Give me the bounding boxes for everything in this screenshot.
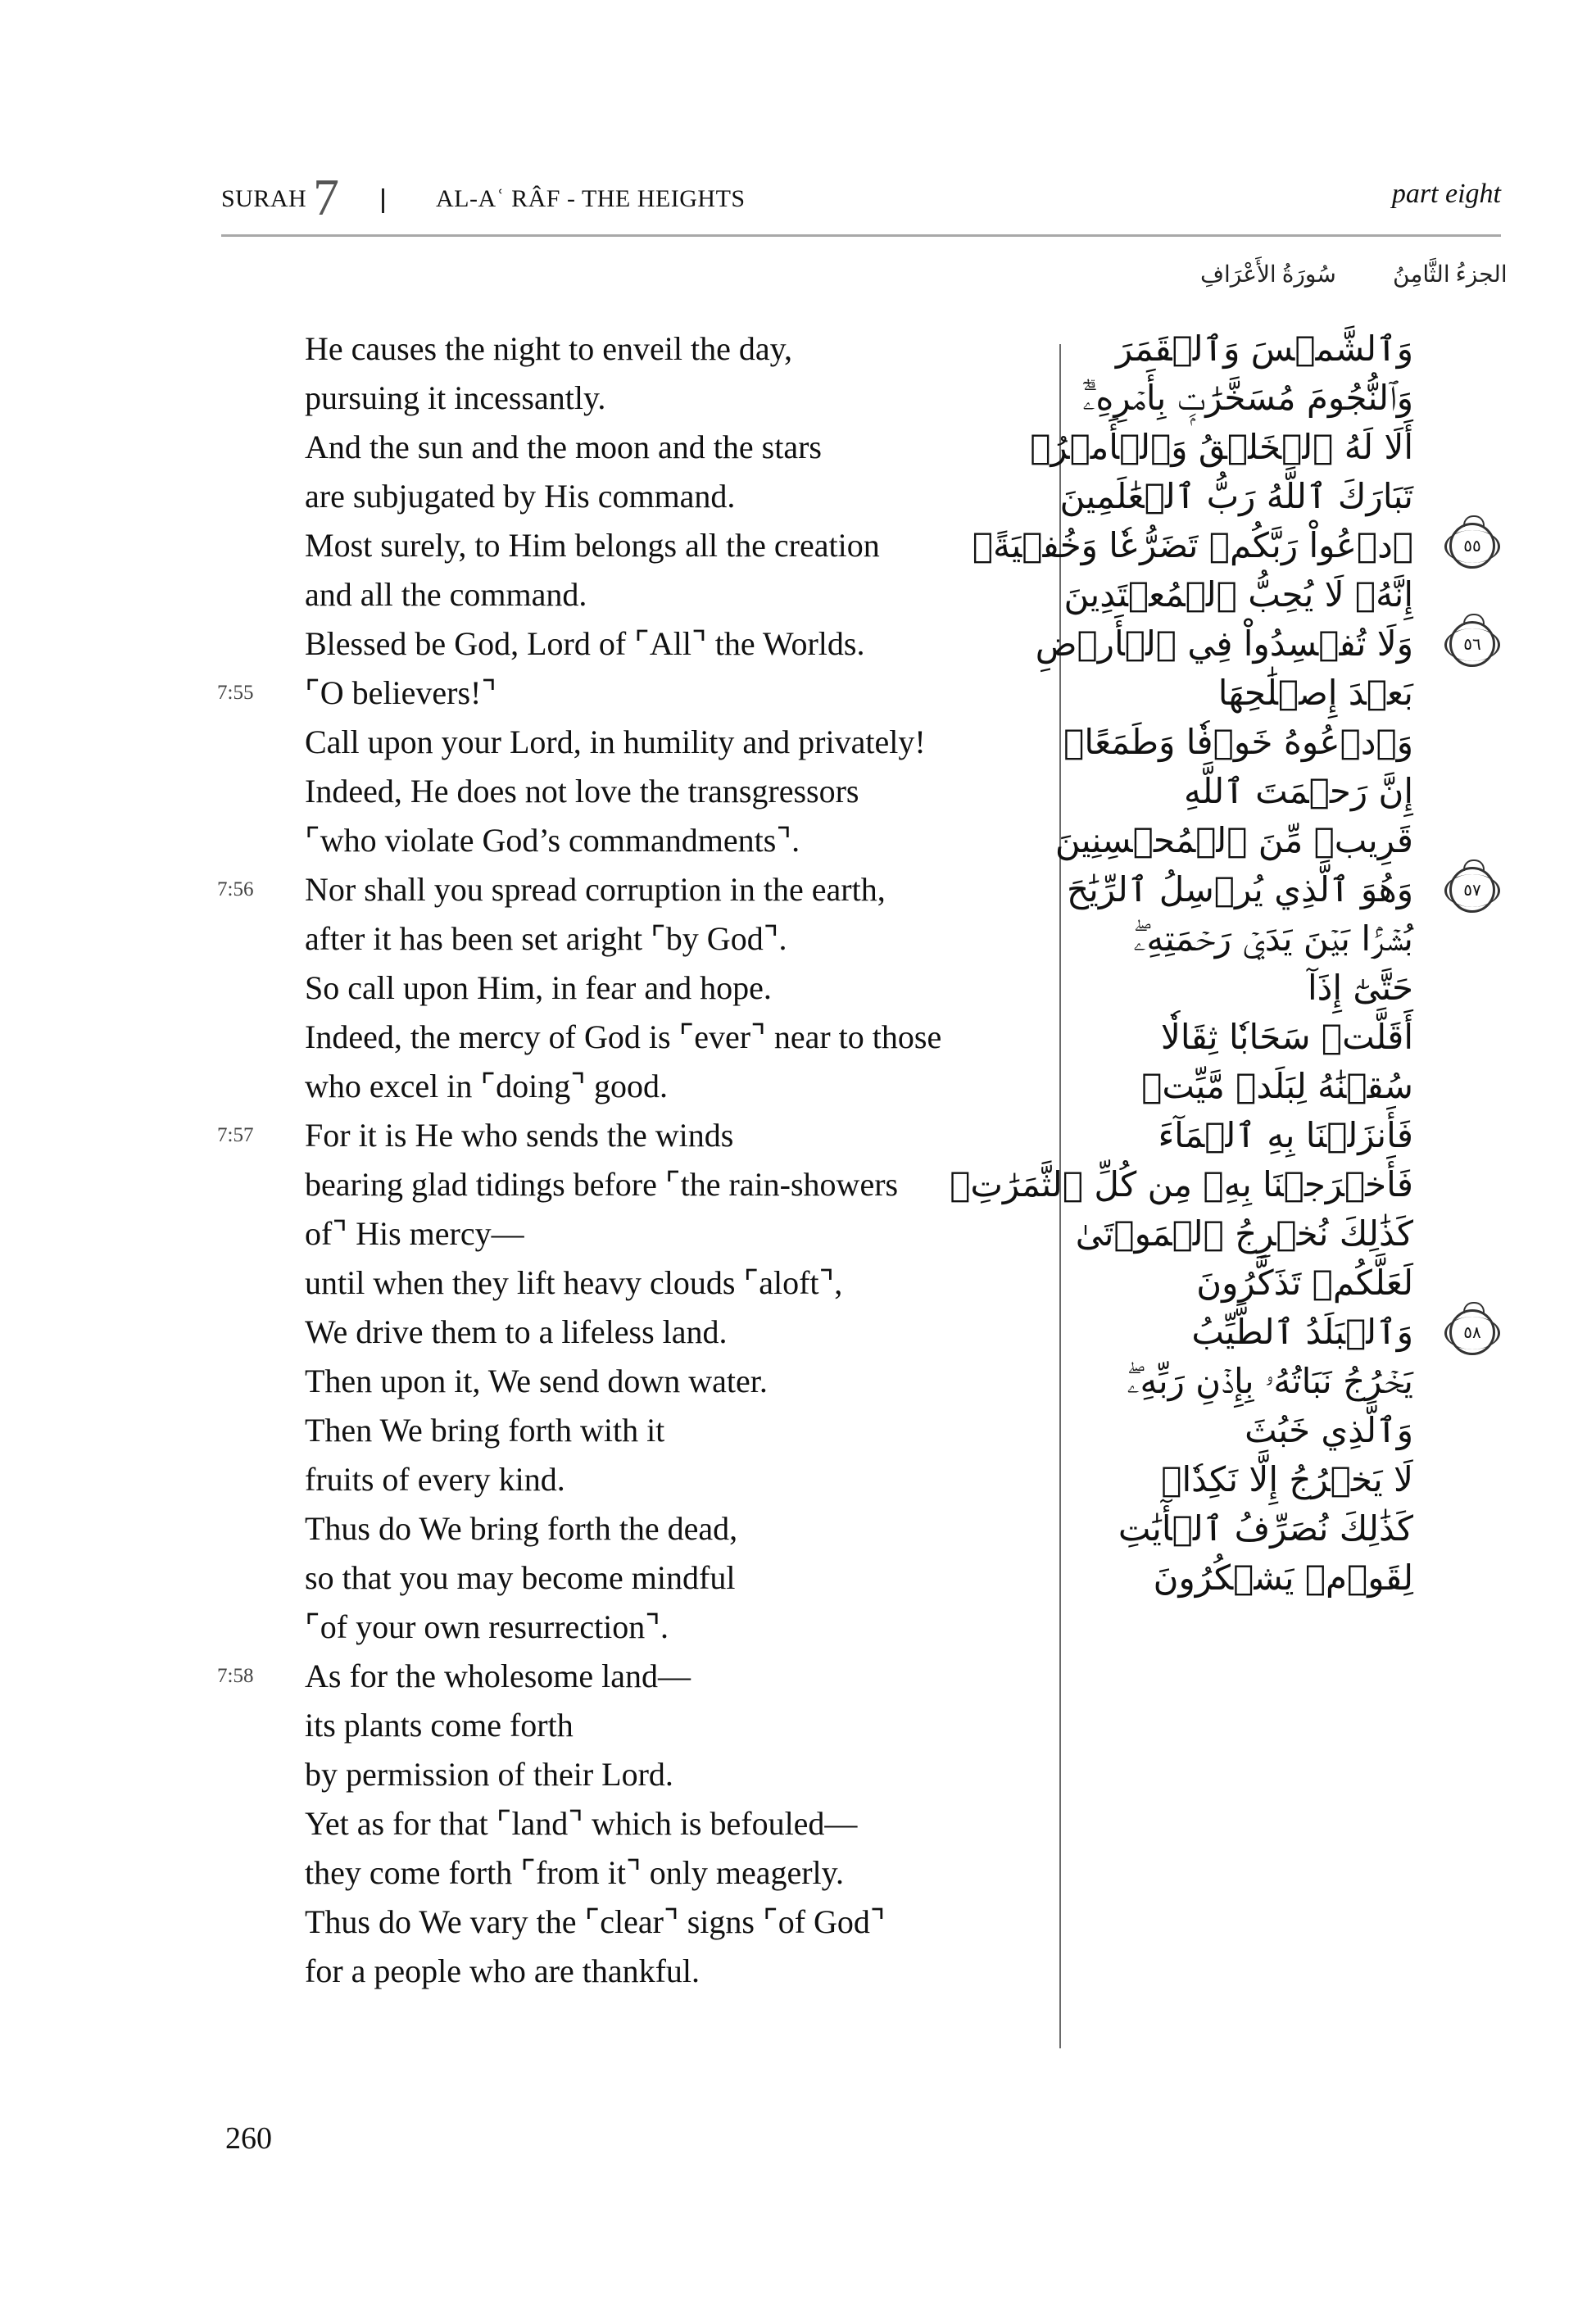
arabic-line <box>1065 1111 1524 1160</box>
arabic-line <box>1065 914 1524 964</box>
verse-reference: 7:58 <box>217 1665 254 1687</box>
arabic-line <box>1054 816 1524 865</box>
arabic-line <box>1065 1062 1524 1111</box>
verse-line <box>217 1947 1028 1996</box>
surah-number: 7 <box>313 168 339 226</box>
verse-line <box>217 1111 1028 1160</box>
arabic-text-line: أَلَا لَهُ ٱلۡخَلۡقُ وَٱلۡأَمۡرُۗ <box>1030 427 1413 467</box>
verse-line <box>217 1799 1028 1848</box>
verse-number-medallion-icon: ٥٥ <box>1449 523 1495 569</box>
verse-line <box>217 1455 1028 1504</box>
header-separator <box>382 188 384 213</box>
verse-line <box>217 1603 1028 1652</box>
arabic-line <box>1065 718 1524 767</box>
arabic-text-line: يَخۡرُجُ نَبَاتُهُۥ بِإِذۡنِ رَبِّهِۦۖ <box>1127 1361 1413 1401</box>
arabic-line <box>1065 1504 1524 1553</box>
arabic-text-line: فَأَخۡرَجۡنَا بِهِۦ مِن كُلِّ ٱلثَّمَرَٰتِۚ <box>950 1164 1413 1204</box>
verse-text: so that you may become mindful <box>305 1559 736 1596</box>
arabic-line <box>1035 619 1524 669</box>
arabic-text-line: بَعۡدَ إِصۡلَٰحِهَا <box>1217 673 1413 713</box>
arabic-line <box>1065 767 1524 816</box>
verse-text: Indeed, the mercy of God is ⌜ever⌝ near to those <box>305 1018 942 1055</box>
verse-line <box>217 816 1028 865</box>
verse-line <box>217 1160 1028 1209</box>
verse-text: bearing glad tidings before ⌜the rain-showers <box>305 1166 899 1203</box>
arabic-line <box>950 1160 1524 1209</box>
arabic-line <box>1065 669 1524 718</box>
arabic-text-line: أَقَلَّتۡ سَحَابٗا ثِقَالٗا <box>1160 1017 1413 1057</box>
verse-text: until when they lift heavy clouds ⌜aloft⌝, <box>305 1264 843 1301</box>
verse-reference: 7:57 <box>217 1124 254 1146</box>
verse-line <box>217 1898 1028 1947</box>
verse-line <box>217 619 1028 669</box>
english-translation <box>217 324 1028 1996</box>
arabic-juz-label: الجزءُ الثَّامِنُ <box>1393 262 1508 288</box>
arabic-line <box>1065 1013 1524 1062</box>
verse-line <box>217 521 1028 570</box>
arabic-line <box>1065 1209 1524 1259</box>
surah-label: SURAH <box>221 185 307 212</box>
verse-line <box>217 1553 1028 1603</box>
verse-text: by permission of their Lord. <box>305 1756 673 1793</box>
verse-text: after it has been set aright ⌜by God⌝. <box>305 920 787 957</box>
verse-reference: 7:56 <box>217 878 254 900</box>
arabic-line <box>1065 1553 1524 1603</box>
arabic-text-line: إِنَّ رَحۡمَتَ ٱللَّهِ <box>1183 771 1413 811</box>
verse-number-medallion-icon: ٥٧ <box>1449 867 1495 913</box>
arabic-text-line: كَذَٰلِكَ نُصَرِّفُ ٱلۡأٓيَٰتِ <box>1118 1508 1413 1549</box>
surah-title: AL-Aʿ RÂF - THE HEIGHTS <box>436 185 746 212</box>
verse-line <box>217 1062 1028 1111</box>
arabic-line <box>1059 472 1524 521</box>
verse-line <box>217 865 1028 914</box>
verse-line <box>217 914 1028 964</box>
arabic-text-line: قَرِيبٞ مِّنَ ٱلۡمُحۡسِنِينَ <box>1054 820 1413 860</box>
verse-text: Then upon it, We send down water. <box>305 1363 768 1399</box>
arabic-line <box>1065 1308 1524 1357</box>
verse-line <box>217 1406 1028 1455</box>
arabic-text-line: وَٱدۡعُوهُ خَوۡفٗا وَطَمَعًاۚ <box>1063 722 1413 762</box>
arabic-text-line: تَبَارَكَ ٱللَّهُ رَبُّ ٱلۡعَٰلَمِينَ <box>1059 476 1413 516</box>
arabic-line <box>1030 423 1524 472</box>
arabic-text-line: بُشۡرَۢا بَيۡنَ يَدَيۡ رَحۡمَتِهِۦۖ <box>1133 918 1413 959</box>
verse-text: who excel in ⌜doing⌝ good. <box>305 1068 668 1104</box>
verse-line <box>217 1308 1028 1357</box>
header-rule <box>221 234 1501 237</box>
arabic-line <box>1065 964 1524 1013</box>
verse-text: For it is He who sends the winds <box>305 1117 734 1154</box>
arabic-text-line: وَٱلَّذِي خَبُثَ <box>1245 1410 1413 1450</box>
arabic-text-line: فَأَنزَلۡنَا بِهِ ٱلۡمَآءَ <box>1158 1115 1413 1155</box>
arabic-line <box>1065 1406 1524 1455</box>
verse-text: So call upon Him, in fear and hope. <box>305 969 772 1006</box>
arabic-line <box>1065 374 1524 423</box>
arabic-line <box>1065 865 1524 914</box>
verse-text: pursuing it incessantly. <box>305 379 606 416</box>
verse-line <box>217 1013 1028 1062</box>
verse-text: Then We bring forth with it <box>305 1412 665 1449</box>
part-label: part eight <box>1391 179 1501 209</box>
verse-text: for a people who are thankful. <box>305 1952 701 1989</box>
verse-text: Yet as for that ⌜land⌝ which is befouled— <box>305 1805 858 1842</box>
verse-text: ⌜who violate God’s commandments⌝. <box>305 822 800 859</box>
verse-text: ⌜of your own resurrection⌝. <box>305 1608 669 1645</box>
verse-line <box>217 718 1028 767</box>
arabic-text-line: سُقۡنَٰهُ لِبَلَدٖ مَّيِّتٖ <box>1141 1066 1413 1106</box>
verse-line <box>217 1701 1028 1750</box>
running-header <box>221 168 1501 236</box>
verse-text: Most surely, to Him belongs all the creation <box>305 527 880 564</box>
arabic-text-line: لَعَلَّكُمۡ تَذَكَّرُونَ <box>1196 1263 1413 1303</box>
verse-line <box>217 324 1028 374</box>
arabic-line <box>1065 1259 1524 1308</box>
verse-line <box>217 1750 1028 1799</box>
arabic-text-line: وَٱلۡبَلَدُ ٱلطَّيِّبُ <box>1191 1312 1413 1352</box>
verse-text: Nor shall you spread corruption in the earth, <box>305 871 886 908</box>
arabic-text-line: وَٱلنُّجُومَ مُسَخَّرَٰتِۭ بِأَمۡرِهِۦٓۗ <box>1082 378 1413 418</box>
arabic-text-line: لَا يَخۡرُجُ إِلَّا نَكِدٗاۚ <box>1161 1459 1413 1499</box>
verse-line <box>217 1652 1028 1701</box>
verse-text: are subjugated by His command. <box>305 478 736 515</box>
verse-text: He causes the night to enveil the day, <box>305 330 792 367</box>
arabic-text-line: حَتَّىٰٓ إِذَآ <box>1307 968 1413 1008</box>
verse-line <box>217 472 1028 521</box>
verse-text: As for the wholesome land— <box>305 1658 691 1694</box>
verse-line <box>217 570 1028 619</box>
verse-text: Thus do We bring forth the dead, <box>305 1510 738 1547</box>
arabic-text-line: لِقَوۡمٖ يَشۡكُرُونَ <box>1153 1558 1413 1598</box>
verse-text: they come forth ⌜from it⌝ only meagerly. <box>305 1854 845 1891</box>
verse-line <box>217 669 1028 718</box>
verse-number-medallion-icon: ٥٨ <box>1449 1309 1495 1355</box>
page-number: 260 <box>225 2121 272 2156</box>
verse-text: Indeed, He does not love the transgressors <box>305 773 859 810</box>
verse-line <box>217 1209 1028 1259</box>
arabic-text-line: كَذَٰلِكَ نُخۡرِجُ ٱلۡمَوۡتَىٰ <box>1075 1213 1413 1254</box>
verse-text: Thus do We vary the ⌜clear⌝ signs ⌜of God⌝ <box>305 1903 886 1940</box>
arabic-line <box>1065 1357 1524 1406</box>
verse-number-medallion-icon: ٥٦ <box>1449 621 1495 667</box>
arabic-line <box>1065 1455 1524 1504</box>
verse-line <box>217 423 1028 472</box>
arabic-line <box>1065 570 1524 619</box>
verse-text: Blessed be God, Lord of ⌜All⌝ the Worlds. <box>305 625 865 662</box>
verse-text: of⌝ His mercy— <box>305 1215 524 1252</box>
arabic-text-line: وَٱلشَّمۡسَ وَٱلۡقَمَرَ <box>1115 329 1413 369</box>
verse-line <box>217 767 1028 816</box>
arabic-line <box>972 521 1524 570</box>
verse-text: fruits of every kind. <box>305 1461 565 1498</box>
arabic-text-line: وَهُوَ ٱلَّذِي يُرۡسِلُ ٱلرِّيَٰحَ <box>1067 869 1413 909</box>
arabic-text-line: ٱدۡعُواْ رَبَّكُمۡ تَضَرُّعٗا وَخُفۡيَةًۚ <box>972 525 1413 565</box>
verse-line <box>217 1848 1028 1898</box>
verse-text: its plants come forth <box>305 1707 574 1744</box>
verse-line <box>217 1259 1028 1308</box>
arabic-text <box>950 324 1524 1603</box>
arabic-text-line: إِنَّهُۥ لَا يُحِبُّ ٱلۡمُعۡتَدِينَ <box>1063 574 1413 615</box>
verse-text: And the sun and the moon and the stars <box>305 429 822 465</box>
verse-text: ⌜O believers!⌝ <box>305 674 497 711</box>
verse-line <box>217 964 1028 1013</box>
verse-line <box>217 1504 1028 1553</box>
verse-text: We drive them to a lifeless land. <box>305 1313 728 1350</box>
verse-reference: 7:55 <box>217 682 254 704</box>
arabic-surah-label: سُورَةُ الأَعْرَافِ <box>1200 262 1336 288</box>
verse-line <box>217 374 1028 423</box>
verse-text: Call upon your Lord, in humility and privately! <box>305 723 926 760</box>
verse-text: and all the command. <box>305 576 587 613</box>
verse-line <box>217 1357 1028 1406</box>
arabic-line <box>1065 324 1524 374</box>
arabic-text-line: وَلَا تُفۡسِدُواْ فِي ٱلۡأَرۡضِ <box>1035 624 1413 664</box>
